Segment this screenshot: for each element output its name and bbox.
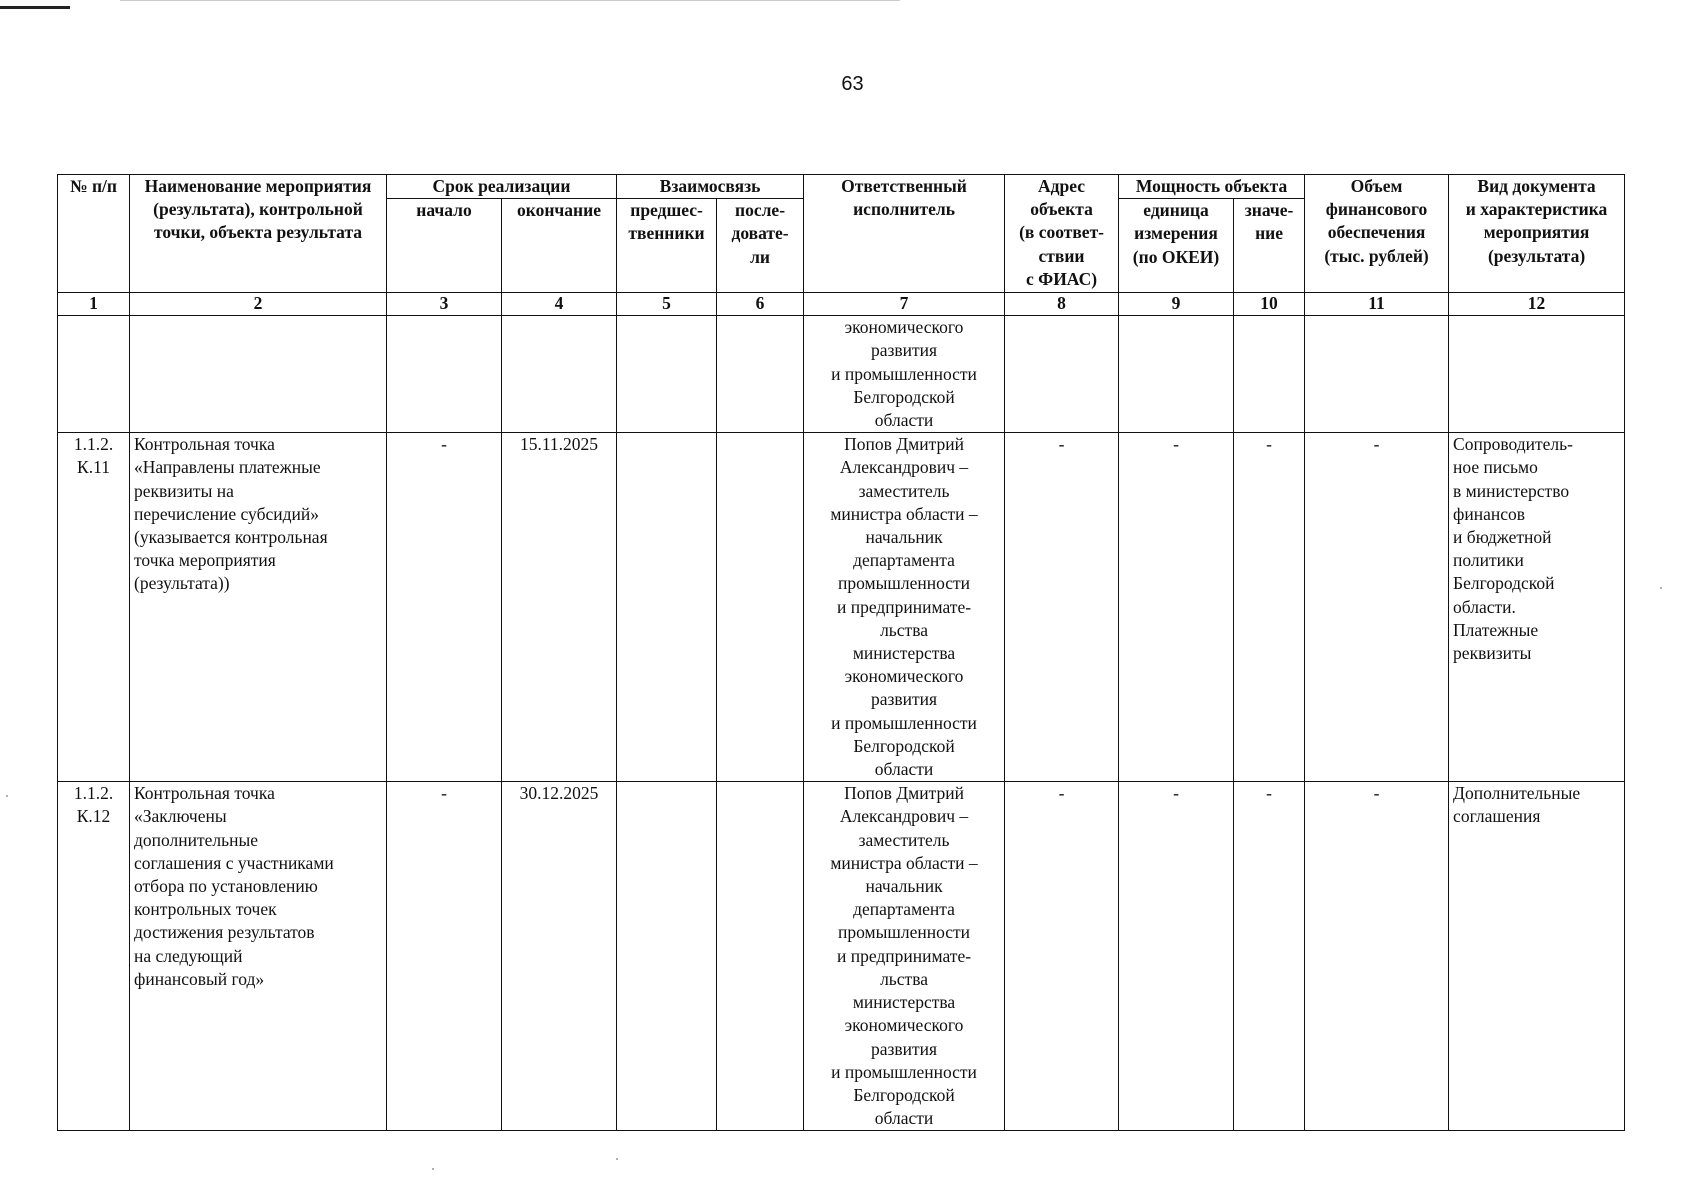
- activities-table: [57, 174, 1625, 1131]
- cell-object-address: -: [1005, 433, 1119, 782]
- header-num: № п/п: [58, 175, 130, 293]
- cell-capacity-value: -: [1234, 782, 1305, 1131]
- cell-document-type: Дополнительные соглашения: [1449, 782, 1625, 1131]
- cell-object-address: -: [1005, 782, 1119, 1131]
- header-responsible: Ответственный исполнитель: [804, 175, 1005, 293]
- cell-start-date: [387, 316, 502, 433]
- header-successors: после- довате- ли: [717, 199, 804, 293]
- column-number: 12: [1449, 293, 1625, 316]
- scan-speck: [616, 1158, 618, 1160]
- column-number: 4: [502, 293, 617, 316]
- table-row: [58, 433, 1625, 782]
- column-numbers-row: [58, 293, 1625, 316]
- column-number: 8: [1005, 293, 1119, 316]
- cell-capacity-unit: -: [1119, 782, 1234, 1131]
- cell-responsible-executor: экономического развития и промышленности Белгородской области: [804, 316, 1005, 433]
- page-number: 63: [841, 73, 864, 95]
- cell-row-number: 1.1.2. К.11: [58, 433, 130, 782]
- table-row: [58, 316, 1625, 433]
- cell-predecessors: [617, 782, 717, 1131]
- cell-document-type: Сопроводитель- ное письмо в министерство финансов и бюджетной политики Белгородской области. Платежные реквизиты: [1449, 433, 1625, 782]
- header-start: начало: [387, 199, 502, 293]
- cell-responsible-executor: Попов Дмитрий Александрович – заместитель министра области – начальник департамента промышленности и предпринимате- льства министерства экономического развития и промышленности Белгородской области: [804, 782, 1005, 1131]
- cell-item-name: Контрольная точка «Направлены платежные реквизиты на перечисление субсидий» (указывается контрольная точка мероприятия (результата)): [130, 433, 387, 782]
- cell-capacity-unit: [1119, 316, 1234, 433]
- cell-successors: [717, 316, 804, 433]
- column-number: 9: [1119, 293, 1234, 316]
- cell-start-date: -: [387, 433, 502, 782]
- cell-successors: [717, 433, 804, 782]
- header-document: Вид документа и характеристика мероприятия (результата): [1449, 175, 1625, 293]
- header-unit: единица измерения (по ОКЕИ): [1119, 199, 1234, 293]
- header-value: значе- ние: [1234, 199, 1305, 293]
- cell-end-date: 30.12.2025: [502, 782, 617, 1131]
- header-name: Наименование мероприятия (результата), контрольной точки, объекта результата: [130, 175, 387, 293]
- cell-end-date: [502, 316, 617, 433]
- cell-object-address: [1005, 316, 1119, 433]
- table-header: [58, 175, 1625, 316]
- column-number: 1: [58, 293, 130, 316]
- table-row: [58, 782, 1625, 1131]
- table-body: [58, 316, 1625, 1131]
- column-number: 2: [130, 293, 387, 316]
- column-number: 10: [1234, 293, 1305, 316]
- column-number: 6: [717, 293, 804, 316]
- header-term-group: Срок реализации: [387, 175, 617, 199]
- cell-row-number: 1.1.2. К.12: [58, 782, 130, 1131]
- scan-speck: [1660, 587, 1662, 589]
- cell-capacity-value: -: [1234, 433, 1305, 782]
- scan-edge-mark: [0, 6, 70, 9]
- cell-capacity-value: [1234, 316, 1305, 433]
- cell-responsible-executor: Попов Дмитрий Александрович – заместитель министра области – начальник департамента промышленности и предпринимате- льства министерства экономического развития и промышленности Белгородской области: [804, 433, 1005, 782]
- scan-edge-line: [120, 0, 900, 1]
- scan-speck: [6, 795, 8, 797]
- cell-end-date: 15.11.2025: [502, 433, 617, 782]
- header-link-group: Взаимосвязь: [617, 175, 804, 199]
- scan-speck: [432, 1168, 434, 1170]
- cell-document-type: [1449, 316, 1625, 433]
- cell-funding-amount: -: [1305, 433, 1449, 782]
- cell-predecessors: [617, 316, 717, 433]
- header-predecessors: предшес- твенники: [617, 199, 717, 293]
- cell-funding-amount: [1305, 316, 1449, 433]
- cell-predecessors: [617, 433, 717, 782]
- header-address: Адрес объекта (в соответ- ствии с ФИАС): [1005, 175, 1119, 293]
- cell-item-name: Контрольная точка «Заключены дополнительные соглашения с участниками отбора по установлению контрольных точек достижения результатов на следующий финансовый год»: [130, 782, 387, 1131]
- header-end: окончание: [502, 199, 617, 293]
- column-number: 5: [617, 293, 717, 316]
- cell-row-number: [58, 316, 130, 433]
- header-funding: Объем финансового обеспечения (тыс. рублей): [1305, 175, 1449, 293]
- cell-start-date: -: [387, 782, 502, 1131]
- column-number: 3: [387, 293, 502, 316]
- cell-item-name: [130, 316, 387, 433]
- cell-funding-amount: -: [1305, 782, 1449, 1131]
- column-number: 7: [804, 293, 1005, 316]
- column-number: 11: [1305, 293, 1449, 316]
- header-capacity-group: Мощность объекта: [1119, 175, 1305, 199]
- cell-successors: [717, 782, 804, 1131]
- cell-capacity-unit: -: [1119, 433, 1234, 782]
